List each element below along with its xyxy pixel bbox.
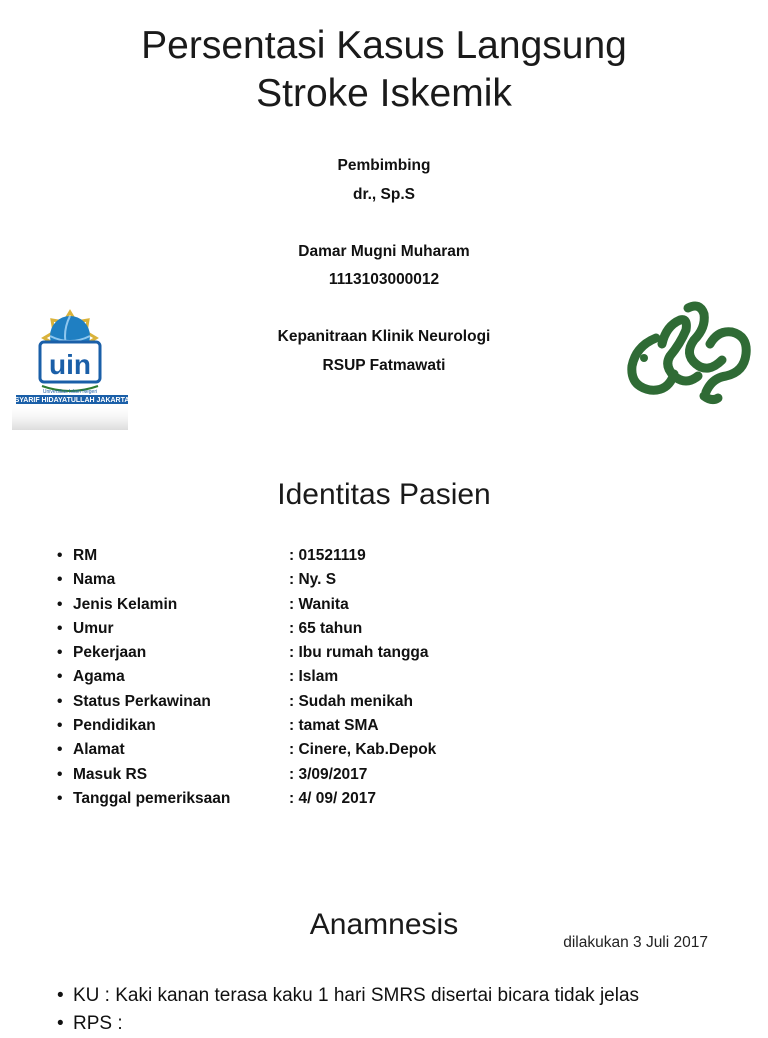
bullet-icon: • xyxy=(57,765,63,783)
list-item xyxy=(57,738,436,762)
spacer-line xyxy=(0,209,768,238)
field-value: : 01521119 xyxy=(289,547,366,564)
field-value: : Ny. S xyxy=(289,571,337,589)
rotation-name: Kepanitraan Klinik Neurologi xyxy=(277,328,491,345)
list-item xyxy=(57,641,436,665)
supervisor-label: Pembimbing xyxy=(337,157,431,174)
list-item-text: KU : Kaki kanan terasa kaku 1 hari SMRS disertai bicara tidak jelas xyxy=(73,985,640,1006)
bullet-icon: • xyxy=(57,595,63,613)
bullet-icon: • xyxy=(57,717,63,735)
calligraphy-logo-icon xyxy=(622,298,756,408)
field-label: Masuk RS xyxy=(73,765,148,783)
field-value: : Cinere, Kab.Depok xyxy=(289,741,437,759)
patient-identity-list xyxy=(57,544,436,811)
field-value: : 3/09/2017 xyxy=(289,765,368,783)
presenter-name: Damar Mugni Muharam xyxy=(298,242,470,260)
field-value: : Ibu rumah tangga xyxy=(289,644,429,662)
bullet-icon: • xyxy=(57,692,63,710)
bullet-icon: • xyxy=(57,668,63,686)
field-label: Status Perkawinan xyxy=(73,692,211,710)
list-item xyxy=(57,617,436,641)
bullet-icon: • xyxy=(57,789,63,807)
list-item xyxy=(57,763,436,787)
supervisor-name: dr., Sp.S xyxy=(352,185,415,203)
bullet-icon: • xyxy=(57,571,63,589)
list-item xyxy=(57,1010,639,1038)
bullet-icon: • xyxy=(57,547,63,564)
field-value: : Islam xyxy=(289,668,339,686)
presenter-id: 1113103000012 xyxy=(328,271,440,288)
list-item xyxy=(57,787,436,811)
presentation-title xyxy=(0,22,768,118)
slide-heading: Anamnesis xyxy=(309,908,459,941)
hospital-name: RSUP Fatmawati xyxy=(322,356,446,374)
title-line-1: Persentasi Kasus Langsung xyxy=(141,24,627,67)
list-item xyxy=(57,568,436,592)
field-label: Pekerjaan xyxy=(73,644,147,662)
list-item xyxy=(57,982,639,1010)
svg-text:uin: uin xyxy=(49,349,91,380)
anamnesis-slide xyxy=(0,864,768,1034)
field-label: Umur xyxy=(73,619,114,637)
list-item xyxy=(57,593,436,617)
slide-heading: Identitas Pasien xyxy=(277,478,491,511)
list-item xyxy=(57,714,436,738)
bullet-icon: • xyxy=(57,619,63,637)
anamnesis-list xyxy=(57,982,639,1038)
patient-identity-slide xyxy=(0,444,768,864)
field-label: Agama xyxy=(73,668,125,686)
field-value: : Wanita xyxy=(289,595,349,613)
field-label: RM xyxy=(73,547,98,564)
title-line-2: Stroke Iskemik xyxy=(256,72,512,115)
field-label: Tanggal pemeriksaan xyxy=(73,789,231,807)
field-value: : Sudah menikah xyxy=(289,692,414,710)
field-value: : tamat SMA xyxy=(289,717,379,735)
bullet-icon: • xyxy=(57,741,63,759)
field-label: Alamat xyxy=(73,741,125,759)
list-item xyxy=(57,690,436,714)
list-item xyxy=(57,665,436,689)
field-label: Pendidikan xyxy=(73,717,156,735)
field-value: : 65 tahun xyxy=(289,619,363,637)
exam-date-note: dilakukan 3 Juli 2017 xyxy=(563,934,708,951)
svg-text:SYARIF HIDAYATULLAH JAKARTA: SYARIF HIDAYATULLAH JAKARTA xyxy=(14,397,128,404)
svg-text:Universitas Islam Negeri: Universitas Islam Negeri xyxy=(42,389,98,395)
bullet-icon: • xyxy=(57,644,63,662)
bullet-icon: • xyxy=(57,1013,64,1034)
field-label: Jenis Kelamin xyxy=(73,595,178,613)
list-item-text: RPS : xyxy=(73,1013,123,1034)
title-slide xyxy=(0,0,768,444)
list-item xyxy=(57,544,436,568)
uin-logo-icon xyxy=(12,306,128,430)
field-label: Nama xyxy=(73,571,116,589)
bullet-icon: • xyxy=(57,985,64,1006)
field-value: : 4/ 09/ 2017 xyxy=(289,789,377,807)
